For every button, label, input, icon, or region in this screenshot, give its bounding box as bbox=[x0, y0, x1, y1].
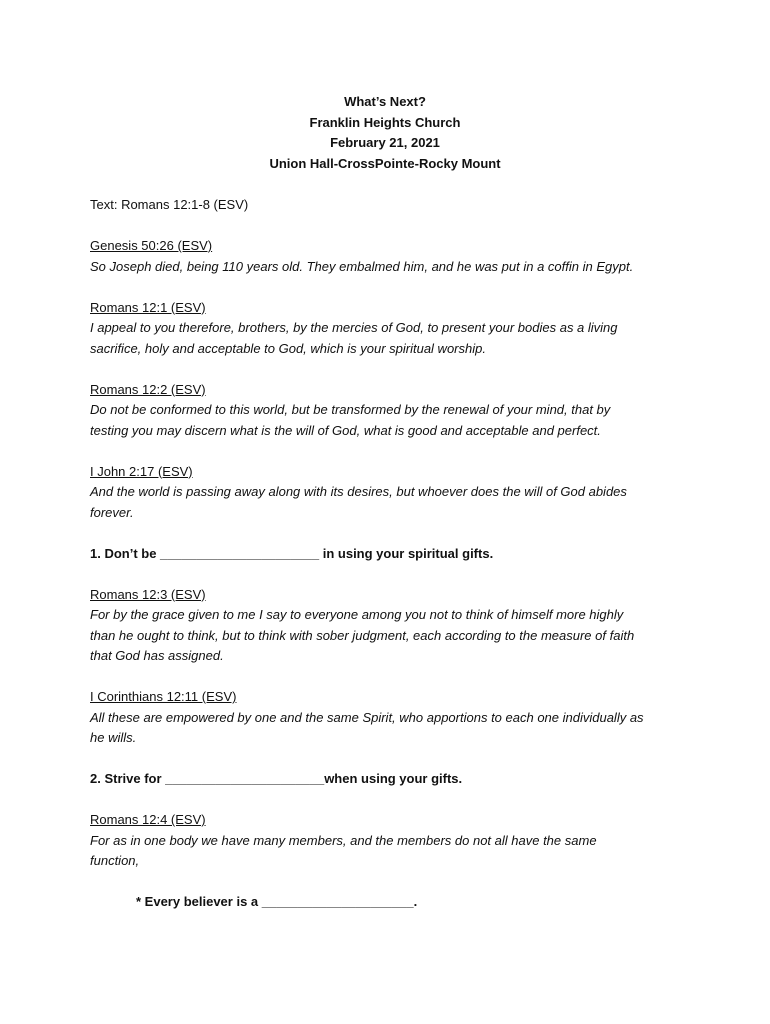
church-name: Franklin Heights Church bbox=[309, 114, 461, 130]
passage-romans-12-4 bbox=[90, 810, 690, 872]
passage-reference: I John 2:17 (ESV) bbox=[90, 463, 193, 479]
point-2-block bbox=[90, 769, 690, 790]
passage-romans-12-1 bbox=[90, 298, 690, 360]
passage-verse-line: For by the grace given to me I say to everyone among you not to think of himself more highly bbox=[90, 607, 624, 622]
passage-reference: I Corinthians 12:11 (ESV) bbox=[90, 689, 237, 704]
passage-verse-line: function, bbox=[90, 853, 140, 868]
text-reference-block bbox=[90, 195, 690, 216]
passage-romans-12-3 bbox=[90, 585, 690, 667]
sermon-title: What’s Next? bbox=[344, 94, 426, 109]
passage-verse-line: he wills. bbox=[90, 730, 137, 745]
passage-verse-line: All these are empowered by one and the same Spirit, who apportions to each one individually as bbox=[90, 709, 644, 725]
passage-verse-line: that God has assigned. bbox=[90, 648, 224, 663]
passage-genesis-50-26 bbox=[90, 236, 690, 277]
sermon-date: February 21, 2021 bbox=[330, 135, 440, 150]
passage-verse-line: And the world is passing away along with its desires, but whoever does the will of God abides bbox=[90, 484, 627, 499]
point-1-block bbox=[90, 544, 690, 565]
passage-verse-line: than he ought to think, but to think with sober judgment, each according to the measure of faith bbox=[90, 627, 635, 643]
passage-verse-line: For as in one body we have many members, and the members do not all have the same bbox=[90, 832, 597, 848]
passage-verse-line: I appeal to you therefore, brothers, by the mercies of God, to present your bodies as a living bbox=[90, 320, 618, 335]
passage-verse-line: Do not be conformed to this world, but be transformed by the renewal of your mind, that by bbox=[90, 402, 611, 417]
passage-i-corinthians-12-11 bbox=[90, 687, 690, 749]
passage-verse-line: forever. bbox=[90, 504, 134, 520]
passage-reference: Romans 12:4 (ESV) bbox=[90, 812, 206, 827]
passage-verse: So Joseph died, being 110 years old. They embalmed him, and he was put in a coffin in Egypt. bbox=[90, 258, 634, 274]
sermon-notes bbox=[90, 195, 690, 933]
passage-verse-line: testing you may discern what is the will of God, what is good and acceptable and perfect. bbox=[90, 422, 601, 438]
text-reference: Text: Romans 12:1-8 (ESV) bbox=[90, 197, 249, 212]
sermon-point-2: 2. Strive for ______________________when using your gifts. bbox=[90, 771, 463, 786]
passage-verse-line: sacrifice, holy and acceptable to God, which is your spiritual worship. bbox=[90, 340, 486, 356]
sermon-point-1: 1. Don’t be ______________________ in using your spiritual gifts. bbox=[90, 545, 494, 561]
passage-reference: Genesis 50:26 (ESV) bbox=[90, 238, 213, 253]
passage-reference: Romans 12:1 (ESV) bbox=[90, 299, 206, 315]
sermon-location: Union Hall-CrossPointe-Rocky Mount bbox=[269, 155, 501, 171]
sermon-header bbox=[0, 92, 770, 174]
passage-reference: Romans 12:3 (ESV) bbox=[90, 586, 206, 602]
sermon-note: * Every believer is a _____________________. bbox=[136, 894, 418, 909]
passage-reference: Romans 12:2 (ESV) bbox=[90, 381, 206, 397]
note-block bbox=[90, 892, 690, 913]
passage-romans-12-2 bbox=[90, 380, 690, 442]
passage-i-john-2-17 bbox=[90, 462, 690, 524]
